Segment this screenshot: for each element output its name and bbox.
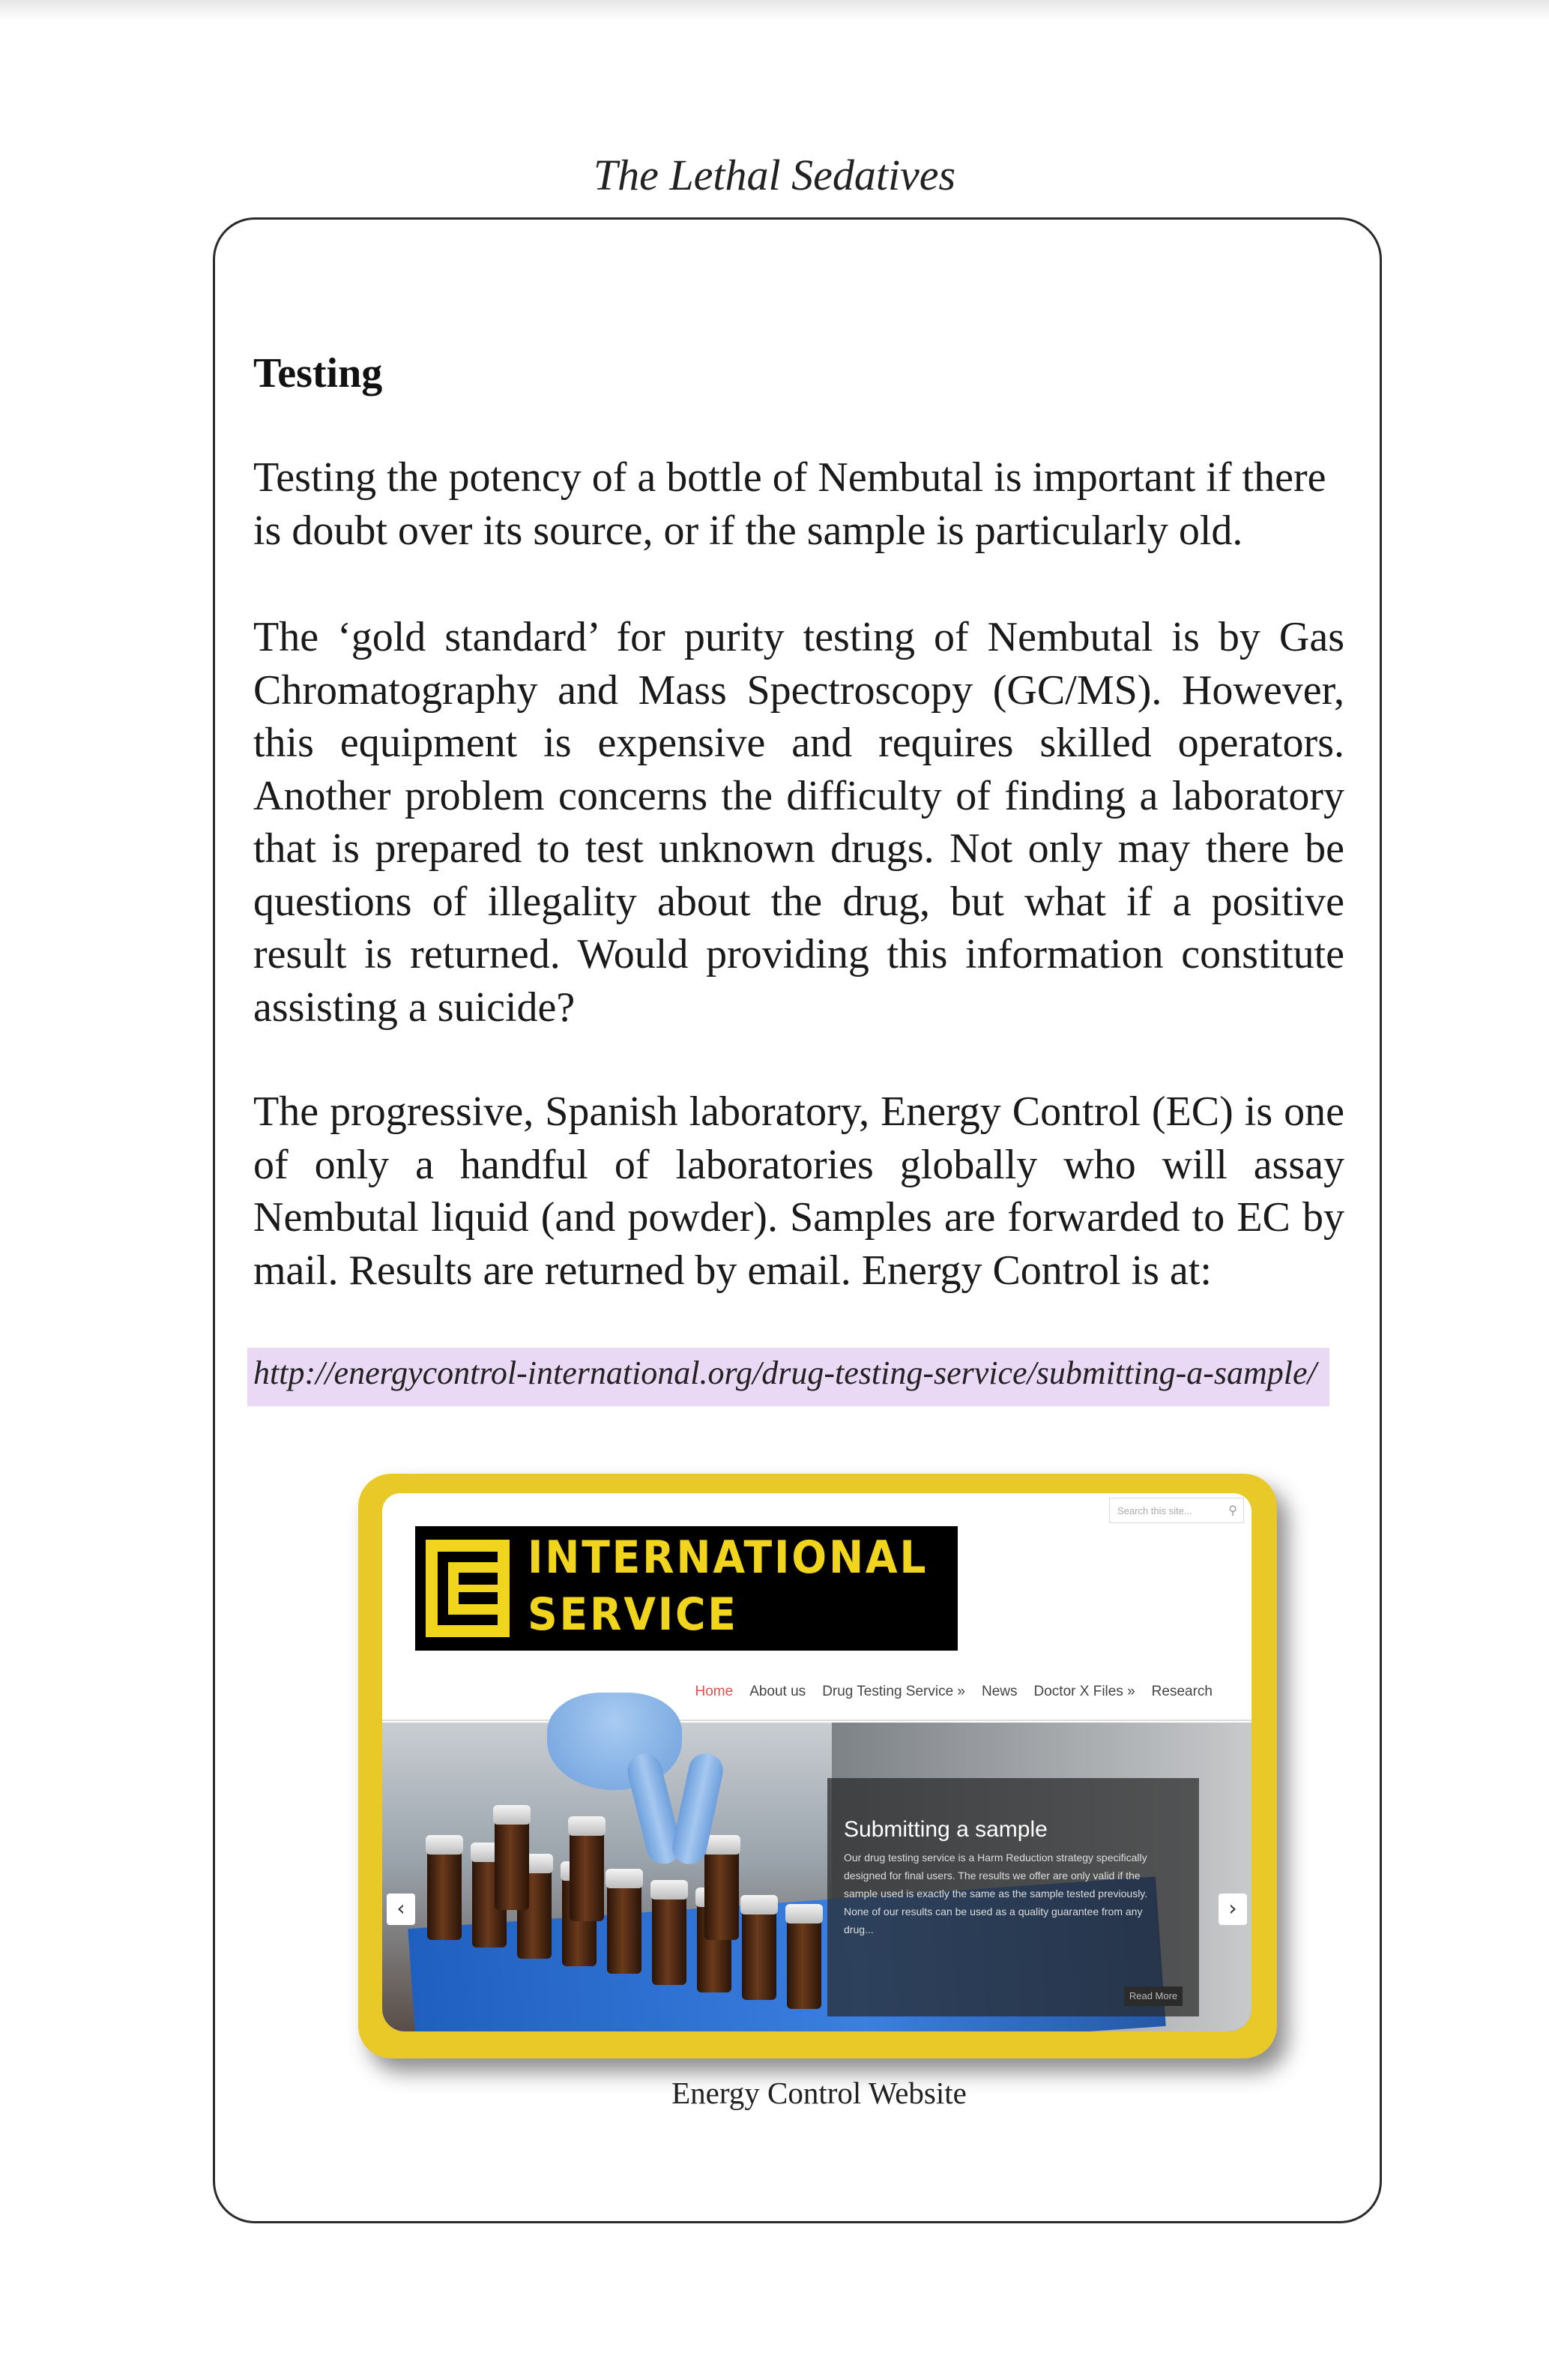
site-nav-research: Research	[1151, 1684, 1213, 1699]
vial	[427, 1850, 462, 1940]
vial	[607, 1884, 641, 1974]
site-nav-divider	[382, 1720, 1251, 1721]
chevron-right-icon: ›	[1219, 1894, 1247, 1925]
search-icon: ⚲	[1228, 1504, 1237, 1517]
energy-control-url-link[interactable]: http://energycontrol-international.org/drug-testing-service/submitting-a-sample/	[253, 1355, 1317, 1391]
read-more-button: Read More	[1124, 1986, 1183, 2006]
website-screenshot-content	[382, 1493, 1251, 2031]
site-search-placeholder: Search this site...	[1117, 1505, 1192, 1516]
site-nav-home: Home	[695, 1684, 734, 1699]
site-nav-doctor-x: Doctor X Files »	[1033, 1684, 1135, 1699]
site-search-input	[1109, 1498, 1244, 1523]
section-title: Testing	[253, 350, 383, 397]
slide-text: Our drug testing service is a Harm Reduction strategy specifically designed for final users. The results we offer are only valid if the sample used is exactly the same as the sample tested previously. None of our results can be used as a quality guarantee from any drug...	[844, 1852, 1148, 1935]
site-hero-image	[382, 1723, 1251, 2031]
site-nav-news: News	[982, 1684, 1018, 1699]
site-nav-about: About us	[749, 1684, 806, 1699]
site-nav	[695, 1684, 1213, 1700]
chevron-left-icon: ‹	[387, 1894, 415, 1925]
vial	[570, 1831, 604, 1921]
paragraph-2: The ‘gold standard’ for purity testing of Nembutal is by Gas Chromatography and Mass Spectroscopy (GC/MS). However, this equipment is expensive and requires skilled operators. Another problem concerns the difficulty of finding a laboratory that is prepared to test unknown drugs. Not only may there be questions of illegality about the drug, but what if a positive result is returned. Would providing this information constitute assisting a suicide?	[253, 614, 1344, 1031]
figure-caption: Energy Control Website	[671, 2076, 967, 2110]
vial	[704, 1850, 739, 1940]
vial	[495, 1820, 529, 1910]
website-screenshot	[358, 1474, 1277, 2058]
vial	[652, 1895, 686, 1985]
paragraph-3: The progressive, Spanish laboratory, Energy Control (EC) is one of only a handful of laboratories globally who will assay Nembutal liquid (and powder). Samples are forwarded to EC by mail. Results are returned by email. Energy Control is at:	[253, 1088, 1344, 1294]
site-logo	[415, 1526, 958, 1651]
site-nav-drug-testing: Drug Testing Service »	[822, 1684, 965, 1699]
logo-line-2: SERVICE	[528, 1588, 738, 1641]
slide-caption	[827, 1778, 1199, 2016]
vial	[787, 1919, 821, 2009]
site-logo-text	[528, 1529, 929, 1643]
paragraph-1: Testing the potency of a bottle of Nembutal is important if there is doubt over its source, or if the sample is particularly old.	[253, 454, 1326, 554]
slide-title: Submitting a sample	[844, 1817, 1048, 1842]
ec-logo-icon	[426, 1540, 510, 1637]
page-top-shade	[0, 0, 1549, 21]
logo-line-1: INTERNATIONAL	[528, 1531, 929, 1584]
vial	[742, 1910, 776, 2000]
running-head: The Lethal Sedatives	[593, 151, 956, 199]
